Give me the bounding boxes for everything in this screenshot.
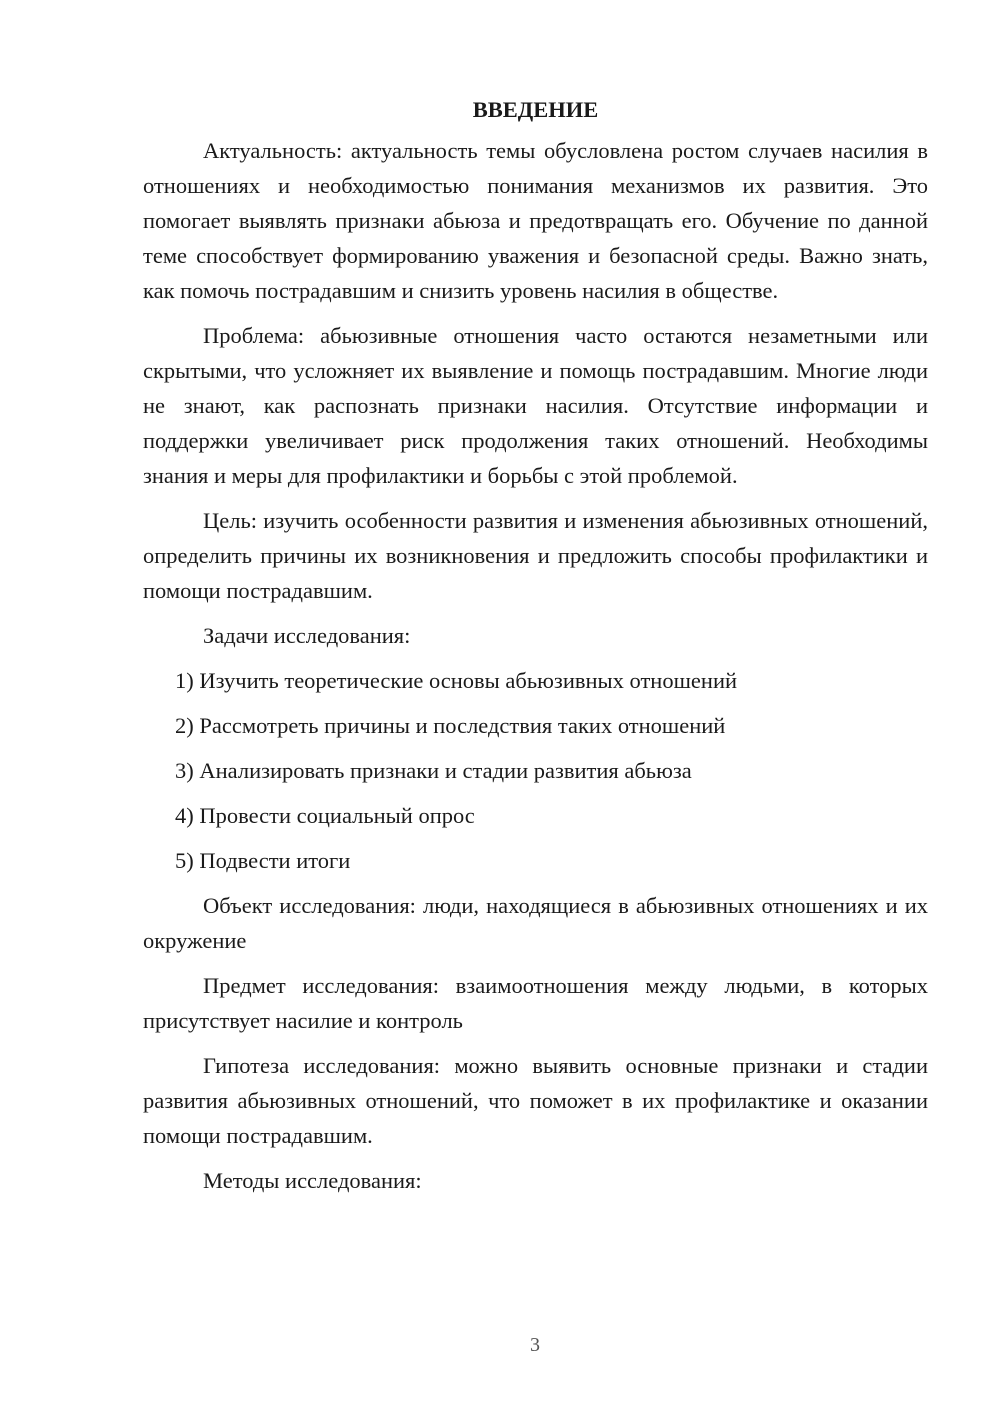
document-page (143, 92, 928, 1208)
task-item-4: 4) Провести социальный опрос (175, 803, 475, 828)
task-item-5: 5) Подвести итоги (175, 848, 351, 873)
methods-heading: Методы исследования: (203, 1168, 422, 1193)
page-title: ВВЕДЕНИЕ (472, 97, 599, 122)
object-paragraph: Объект исследования: люди, находящиеся в абьюзивных отношениях и их окружение (143, 893, 928, 953)
goal-paragraph: Цель: изучить особенности развития и изменения абьюзивных отношений, определить причины их возникновения и предложить способы профилактики и помощи пострадавшим. (143, 508, 928, 603)
problem-paragraph: Проблема: абьюзивные отношения часто остаются незаметными или скрытыми, что усложняет их выявление и помощь пострадавшим. Многие люди не знают, как распознать признаки насилия. Отсутствие информации и поддержки увеличивает риск продолжения таких отношений. Необходимы знания и меры для профилактики и борьбы с этой проблемой. (143, 323, 928, 488)
tasks-heading: Задачи исследования: (203, 623, 411, 648)
page-number: 3 (530, 1334, 540, 1356)
subject-paragraph: Предмет исследования: взаимоотношения между людьми, в которых присутствует насилие и контроль (143, 973, 928, 1033)
task-item-3: 3) Анализировать признаки и стадии развития абьюза (175, 758, 692, 783)
relevance-paragraph: Актуальность: актуальность темы обусловлена ростом случаев насилия в отношениях и необходимостью понимания механизмов их развития. Это помогает выявлять признаки абьюза и предотвращать его. Обучение по данной теме способствует формированию уважения и безопасной среды. Важно знать, как помочь пострадавшим и снизить уровень насилия в обществе. (143, 138, 928, 303)
hypothesis-paragraph: Гипотеза исследования: можно выявить основные признаки и стадии развития абьюзивных отношений, что поможет в их профилактике и оказании помощи пострадавшим. (143, 1053, 928, 1148)
task-item-2: 2) Рассмотреть причины и последствия таких отношений (175, 713, 726, 738)
task-item-1: 1) Изучить теоретические основы абьюзивных отношений (175, 668, 738, 693)
tasks-list (143, 663, 928, 878)
